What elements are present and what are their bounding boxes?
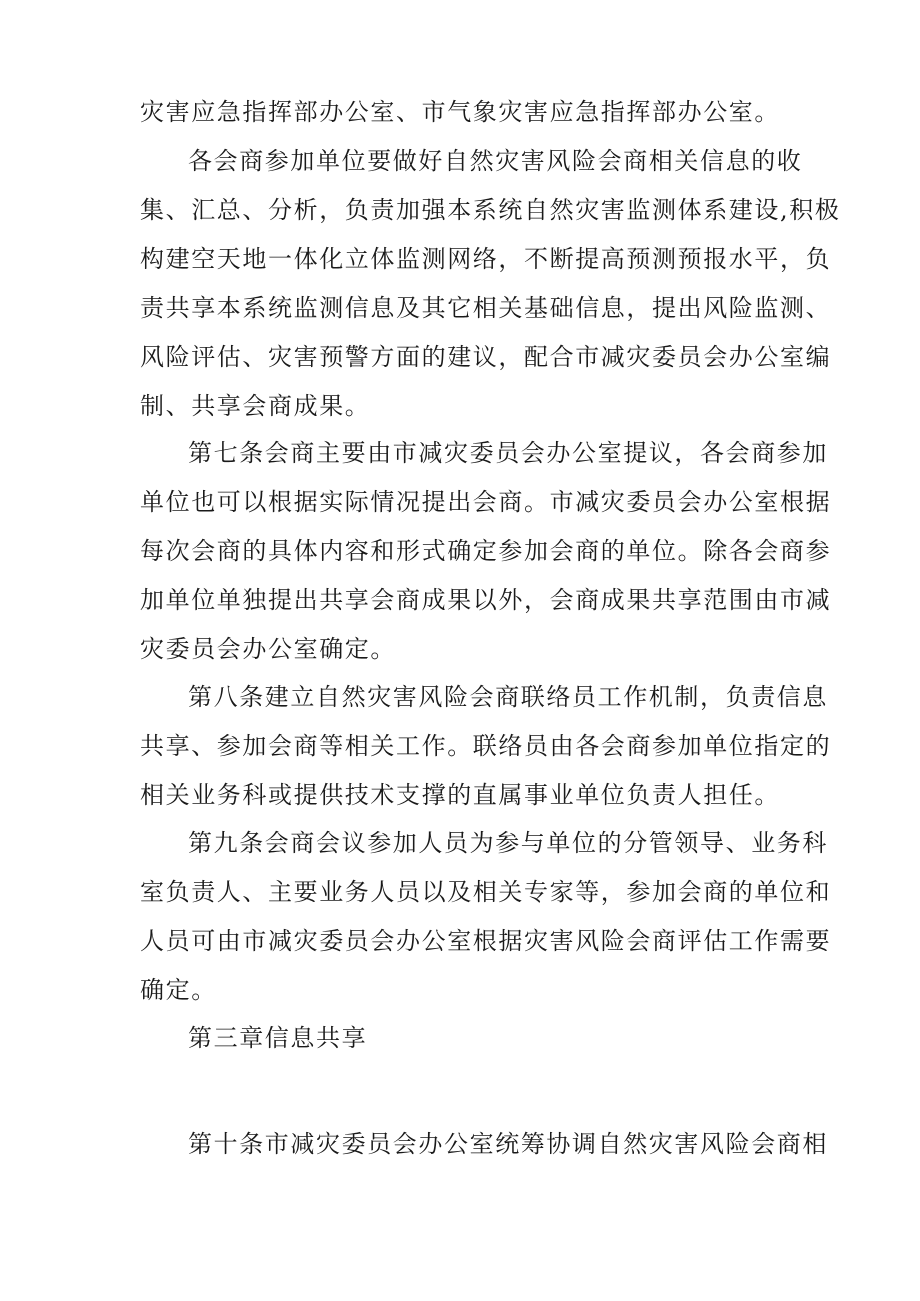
text-line: 责共享本系统监测信息及其它相关基础信息，提出风险监测、	[140, 294, 832, 322]
article-8-heading-line: 第八条建立自然灾害风险会商联络员工作机制，负责信息	[188, 683, 828, 711]
text-line: 加单位单独提出共享会商成果以外，会商成果共享范围由市减	[140, 586, 832, 614]
text-line: 单位也可以根据实际情况提出会商。市减灾委员会办公室根据	[140, 488, 832, 516]
article-10-heading-line: 第十条市减灾委员会办公室统筹协调自然灾害风险会商相	[188, 1130, 828, 1158]
text-line: 室负责人、主要业务人员以及相关专家等，参加会商的单位和	[140, 878, 832, 906]
text-line: 灾委员会办公室确定。	[140, 635, 396, 663]
article-9-heading-line: 第九条会商会议参加人员为参与单位的分管领导、业务科	[188, 829, 828, 857]
paragraph-start-line: 各会商参加单位要做好自然灾害风险会商相关信息的收	[188, 147, 803, 175]
text-line: 共享、参加会商等相关工作。联络员由各会商参加单位指定的	[140, 732, 832, 760]
text-line: 确定。	[140, 976, 217, 1004]
text-line: 风险评估、灾害预警方面的建议，配合市减灾委员会办公室编	[140, 343, 832, 371]
text-line: 构建空天地一体化立体监测网络，不断提高预测预报水平，负	[140, 245, 832, 273]
article-7-heading-line: 第七条会商主要由市减灾委员会办公室提议，各会商参加	[188, 439, 828, 467]
text-line: 相关业务科或提供技术支撑的直属事业单位负责人担任。	[140, 781, 780, 809]
chapter-3-heading: 第三章信息共享	[188, 1024, 368, 1052]
text-line: 人员可由市减灾委员会办公室根据灾害风险会商评估工作需要	[140, 927, 832, 955]
text-line: 制、共享会商成果。	[140, 392, 371, 420]
text-line: 集、汇总、分析，负责加强本系统自然灾害监测体系建设,积极	[140, 196, 841, 224]
text-line: 灾害应急指挥部办公室、市气象灾害应急指挥部办公室。	[140, 98, 780, 126]
text-line: 每次会商的具体内容和形式确定参加会商的单位。除各会商参	[140, 537, 832, 565]
